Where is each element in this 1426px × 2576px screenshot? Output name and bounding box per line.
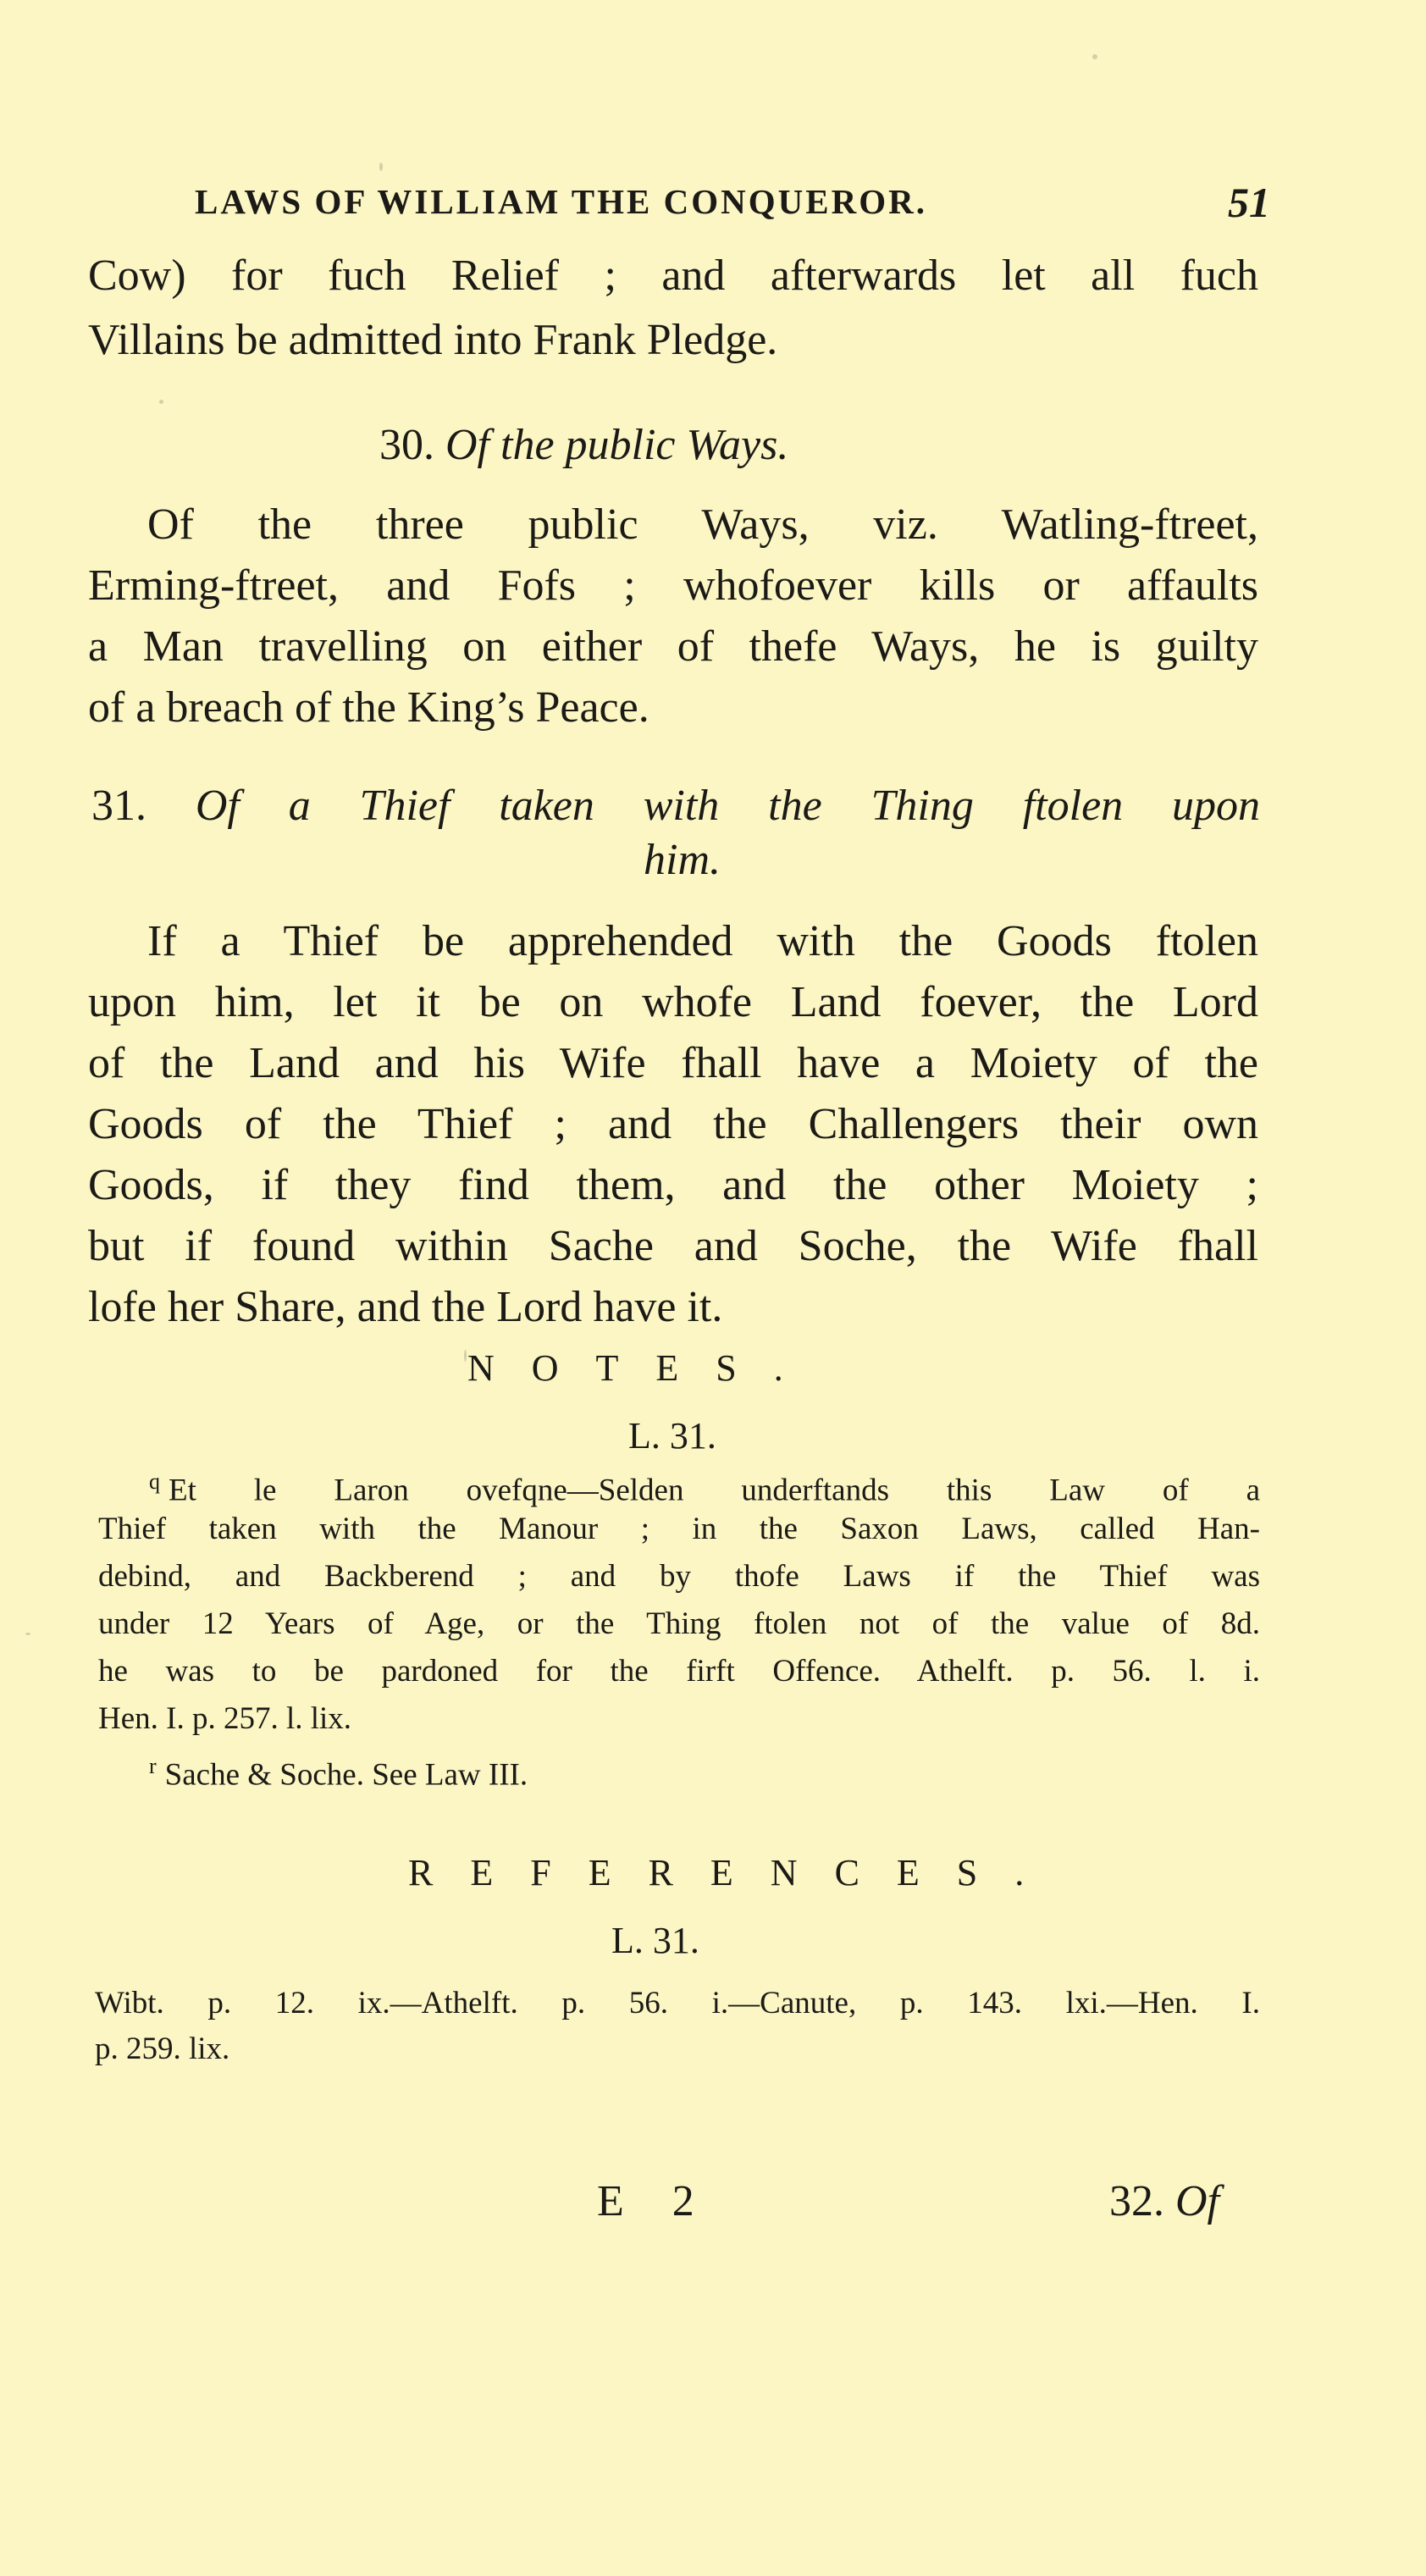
running-header: [195, 181, 1270, 232]
section-title: Of a Thief taken with the Thing ftolen upon: [195, 782, 1260, 830]
text-line: If a Thief be apprehended with the Goods ftolen: [147, 917, 1258, 965]
text-line: of a breach of the King’s Peace.: [88, 683, 649, 732]
note-q-line: debind, and Backberend ; and by thofe Laws if the Thief was: [98, 1559, 1260, 1594]
text-line: upon him, let it be on whofe Land foever, the Lord: [88, 978, 1258, 1026]
paper-speck: [1092, 54, 1097, 59]
note-r-line: [149, 1748, 528, 1794]
section-number: 30.: [379, 421, 434, 469]
section-title: Of the public Ways.: [445, 421, 789, 469]
signature-mark: E 2: [597, 2177, 713, 2225]
text-line: Villains be admitted into Frank Pledge.: [88, 316, 778, 364]
reference-line: p. 259. lix.: [95, 2032, 230, 2066]
text-line: of the Land and his Wife fhall have a Moiety of the: [88, 1039, 1258, 1087]
catchword-word: Of: [1175, 2177, 1219, 2225]
notes-title: NOTES.: [467, 1347, 821, 1389]
section-heading-31: [91, 781, 1260, 832]
section-heading-30: [379, 420, 788, 471]
running-title: LAWS OF WILLIAM THE CONQUEROR.: [195, 182, 927, 221]
note-q-line: under 12 Years of Age, or the Thing ftolen not of the value of 8d.: [98, 1606, 1260, 1641]
note-q-line: [149, 1463, 1260, 1509]
references-title: REFERENCES.: [408, 1852, 1062, 1893]
note-r-text: Sache & Soche. See Law III.: [164, 1757, 528, 1793]
text-line: a Man travelling on either of thefe Ways, he is guilty: [88, 622, 1258, 671]
text-line: but if found within Sache and Soche, the Wife fhall: [88, 1222, 1258, 1270]
paper-speck: [25, 1633, 30, 1635]
catchword-number: 32.: [1109, 2177, 1164, 2225]
text-line: Goods, if they find them, and the other Moiety ;: [88, 1161, 1258, 1209]
paper-speck: [379, 163, 383, 171]
text-line: Of the three public Ways, viz. Watling-ftreet,: [147, 500, 1258, 549]
note-q-line: Thief taken with the Manour ; in the Saxon Laws, called Han-: [98, 1512, 1260, 1546]
section-heading-31-cont: [644, 835, 721, 886]
note-mark-r: r: [149, 1754, 157, 1778]
page-number: 51: [1228, 179, 1270, 226]
note-q-line: Hen. I. p. 257. l. lix.: [98, 1701, 352, 1736]
note-q-text: Et le Laron ovefqne—Selden underftands this Law of a: [169, 1473, 1260, 1508]
paper-speck: [464, 1350, 467, 1362]
reference-line: Wibt. p. 12. ix.—Athelft. p. 56. i.—Canute, p. 143. lxi.—Hen. I.: [95, 1986, 1260, 2020]
text-line: Goods of the Thief ; and the Challengers their own: [88, 1100, 1258, 1148]
catchword: [1109, 2176, 1219, 2226]
references-law-ref: L. 31.: [611, 1920, 699, 1961]
text-line: Erming-ftreet, and Fofs ; whofoever kills or affaults: [88, 561, 1258, 610]
paper-speck: [159, 400, 163, 404]
text-line: lofe her Share, and the Lord have it.: [88, 1283, 723, 1331]
note-mark-q: q: [149, 1469, 160, 1494]
section-number: 31.: [91, 782, 146, 830]
note-q-line: he was to be pardoned for the firft Offence. Athelft. p. 56. l. i.: [98, 1654, 1260, 1689]
text-line: Cow) for fuch Relief ; and afterwards let all fuch: [88, 252, 1258, 300]
section-title-cont: him.: [644, 836, 721, 884]
notes-law-ref: L. 31.: [628, 1415, 716, 1457]
